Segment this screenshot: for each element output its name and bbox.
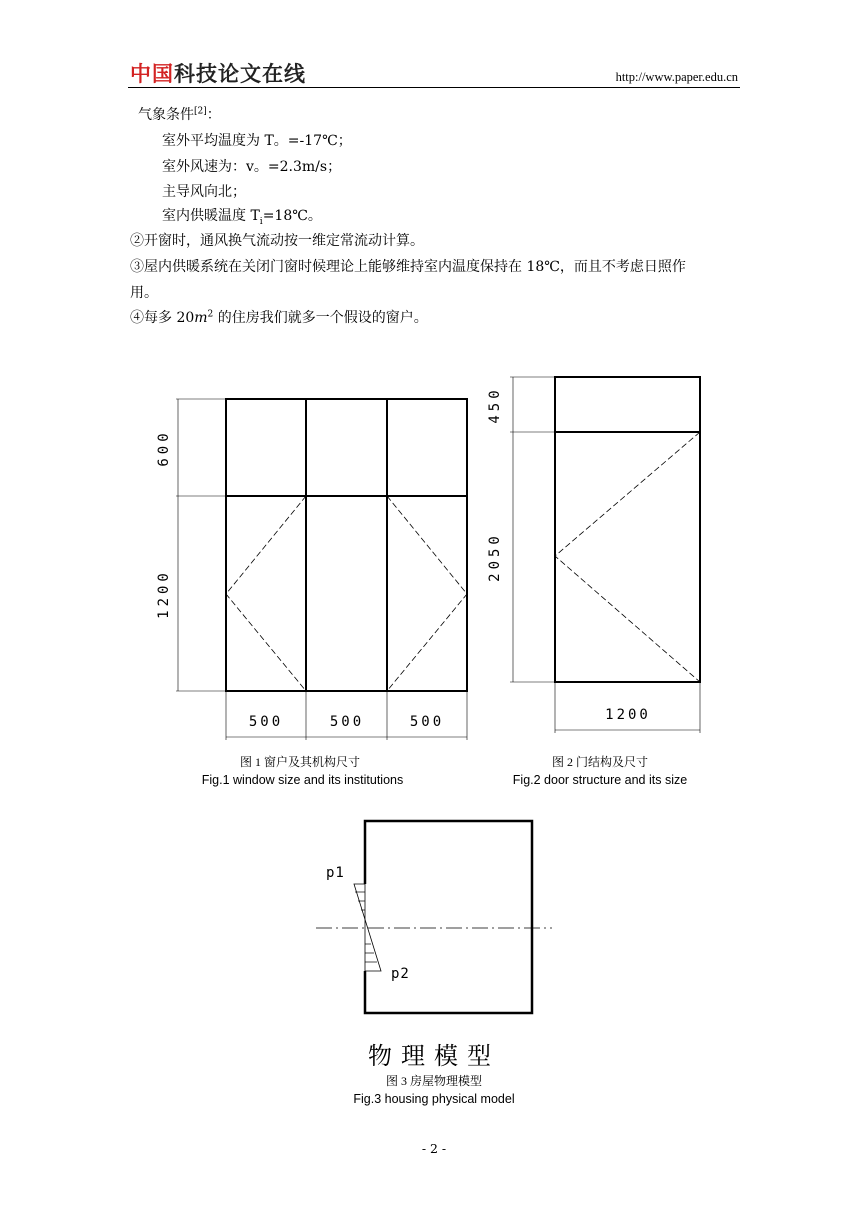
figure1-caption-cn: 图 1 窗户及其机构尺寸	[239, 755, 360, 769]
figure3-caption-en: Fig.3 housing physical model	[353, 1092, 515, 1106]
window-frame	[226, 399, 467, 691]
assumption-4: ④每多 $20m^2$ 的住房我们就多一个假设的窗户。	[130, 309, 428, 326]
figure2-caption-cn: 图 2 门结构及尺寸	[551, 755, 648, 769]
dim-door-bottom-height: 2050	[487, 532, 503, 582]
window-right-swing	[387, 496, 467, 691]
window-left-swing	[226, 496, 306, 691]
header-url[interactable]: http://www.paper.edu.cn	[615, 70, 738, 84]
logo-text-red: 中国	[130, 62, 174, 86]
dim-window-col3: 500	[409, 714, 445, 730]
wind-speed-line: 室外风速为：v。=2.3m/s；	[162, 159, 342, 175]
assumption-3-line2: 用。	[130, 285, 158, 301]
model-title: 物理模型	[368, 1042, 500, 1070]
figure3-caption-cn: 图 3 房屋物理模型	[385, 1074, 482, 1088]
figure1-window	[176, 399, 467, 740]
dim-window-bottom-height: 1200	[156, 569, 172, 619]
dim-window-col1: 500	[248, 714, 284, 730]
outdoor-temp-line: 室外平均温度为 T。=-17℃；	[162, 133, 352, 149]
assumption-2: ②开窗时，通风换气流动按一维定常流动计算。	[130, 233, 424, 249]
citation-ref[interactable]: [2]	[194, 106, 207, 117]
page-number: - 2 -	[421, 1141, 447, 1156]
dim-door-width: 1200	[605, 707, 651, 723]
pressure-profile	[354, 884, 381, 971]
label-p2: p2	[391, 966, 410, 982]
dim-window-top-height: 600	[156, 429, 172, 467]
dim-window-col2: 500	[329, 714, 365, 730]
door-swing	[555, 432, 700, 682]
assumption-3-line1: ③屋内供暖系统在关闭门窗时候理论上能够维持室内温度保持在 18℃，而且不考虑日照作	[130, 259, 686, 275]
figure2-caption-en: Fig.2 door structure and its size	[512, 773, 688, 787]
dim-door-top-height: 450	[487, 386, 503, 424]
figure3-model	[316, 821, 552, 1013]
logo-text-dark: 科技论文在线	[174, 62, 306, 86]
house-walls	[365, 821, 532, 1013]
wind-direction-line: 主导风向北；	[162, 184, 246, 200]
weather-heading: 气象条件[2]：	[138, 106, 221, 123]
label-p1: p1	[326, 865, 345, 881]
indoor-temp-line: 室内供暖温度 $T_i=18℃$。	[162, 208, 322, 227]
figure2-door	[510, 377, 700, 733]
figure1-caption-en: Fig.1 window size and its institutions	[201, 773, 404, 787]
door-frame	[555, 377, 700, 682]
